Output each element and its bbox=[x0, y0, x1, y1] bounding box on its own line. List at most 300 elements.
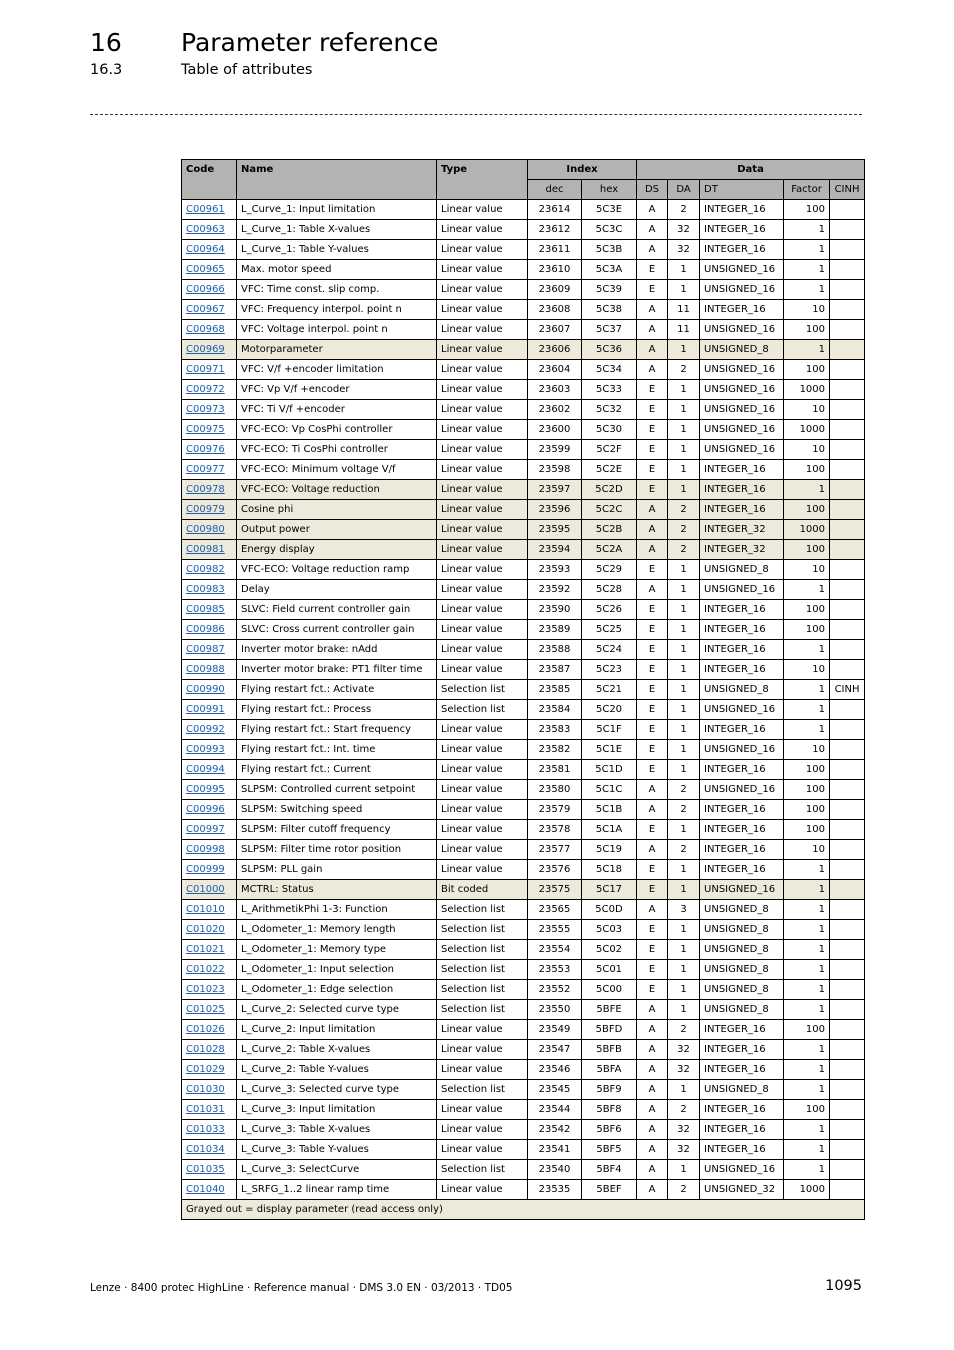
cell-cinh bbox=[830, 920, 865, 940]
cell-hex: 5C19 bbox=[582, 840, 637, 860]
cell-name: Flying restart fct.: Activate bbox=[237, 680, 437, 700]
parameter-code-link[interactable]: C01022 bbox=[186, 964, 225, 975]
cell-da: 32 bbox=[668, 220, 700, 240]
cell-cinh bbox=[830, 420, 865, 440]
parameter-code-link[interactable]: C00986 bbox=[186, 624, 225, 635]
cell-code bbox=[182, 500, 237, 520]
cell-da: 1 bbox=[668, 920, 700, 940]
col-header-index: Index bbox=[528, 160, 637, 180]
table-row bbox=[182, 1060, 865, 1080]
cell-factor: 1 bbox=[784, 1080, 830, 1100]
cell-dec: 23540 bbox=[528, 1160, 582, 1180]
table-row bbox=[182, 960, 865, 980]
cell-name: L_Curve_1: Input limitation bbox=[237, 200, 437, 220]
cell-cinh bbox=[830, 600, 865, 620]
cell-type: Linear value bbox=[437, 1120, 528, 1140]
cell-ds: E bbox=[637, 880, 668, 900]
cell-type: Selection list bbox=[437, 960, 528, 980]
cell-name: VFC-ECO: Minimum voltage V/f bbox=[237, 460, 437, 480]
table-row bbox=[182, 340, 865, 360]
parameter-code-link[interactable]: C01033 bbox=[186, 1124, 225, 1135]
col-header-factor: Factor bbox=[784, 180, 830, 200]
parameter-code-link[interactable]: C01034 bbox=[186, 1144, 225, 1155]
cell-factor: 1 bbox=[784, 940, 830, 960]
cell-da: 1 bbox=[668, 440, 700, 460]
table-row bbox=[182, 680, 865, 700]
col-header-dt: DT bbox=[700, 180, 784, 200]
cell-cinh bbox=[830, 780, 865, 800]
cell-cinh bbox=[830, 300, 865, 320]
cell-cinh bbox=[830, 220, 865, 240]
cell-dec: 23565 bbox=[528, 900, 582, 920]
cell-hex: 5C29 bbox=[582, 560, 637, 580]
cell-name: SLPSM: PLL gain bbox=[237, 860, 437, 880]
cell-ds: E bbox=[637, 760, 668, 780]
cell-type: Linear value bbox=[437, 200, 528, 220]
parameter-code-link[interactable]: C00987 bbox=[186, 644, 225, 655]
cell-hex: 5C32 bbox=[582, 400, 637, 420]
cell-factor: 100 bbox=[784, 600, 830, 620]
cell-hex: 5C33 bbox=[582, 380, 637, 400]
cell-hex: 5C1E bbox=[582, 740, 637, 760]
cell-dt: UNSIGNED_16 bbox=[700, 580, 784, 600]
parameter-code-link[interactable]: C01026 bbox=[186, 1024, 225, 1035]
cell-type: Selection list bbox=[437, 940, 528, 960]
cell-hex: 5BF8 bbox=[582, 1100, 637, 1120]
cell-hex: 5C30 bbox=[582, 420, 637, 440]
col-header-data: Data bbox=[637, 160, 865, 180]
cell-name: Output power bbox=[237, 520, 437, 540]
cell-name: VFC: V/f +encoder limitation bbox=[237, 360, 437, 380]
header-dashed-rule bbox=[90, 114, 862, 115]
cell-code bbox=[182, 660, 237, 680]
cell-code bbox=[182, 760, 237, 780]
parameter-code-link[interactable]: C01010 bbox=[186, 904, 225, 915]
cell-ds: A bbox=[637, 300, 668, 320]
table-row bbox=[182, 420, 865, 440]
cell-hex: 5C36 bbox=[582, 340, 637, 360]
cell-ds: A bbox=[637, 200, 668, 220]
cell-name: L_Curve_2: Input limitation bbox=[237, 1020, 437, 1040]
parameter-code-link[interactable]: C00964 bbox=[186, 244, 225, 255]
cell-cinh bbox=[830, 900, 865, 920]
cell-hex: 5C2F bbox=[582, 440, 637, 460]
cell-name: SLPSM: Filter time rotor position bbox=[237, 840, 437, 860]
cell-cinh bbox=[830, 400, 865, 420]
parameter-code-link[interactable]: C00975 bbox=[186, 424, 225, 435]
cell-dec: 23550 bbox=[528, 1000, 582, 1020]
parameter-code-link[interactable]: C00998 bbox=[186, 844, 225, 855]
cell-ds: A bbox=[637, 1020, 668, 1040]
cell-da: 1 bbox=[668, 560, 700, 580]
cell-cinh bbox=[830, 540, 865, 560]
parameter-code-link[interactable]: C00993 bbox=[186, 744, 225, 755]
cell-name: VFC-ECO: Vp CosPhi controller bbox=[237, 420, 437, 440]
table-row bbox=[182, 1180, 865, 1200]
parameter-code-link[interactable]: C01025 bbox=[186, 1004, 225, 1015]
parameter-code-link[interactable]: C00966 bbox=[186, 284, 225, 295]
cell-hex: 5C2E bbox=[582, 460, 637, 480]
cell-hex: 5C01 bbox=[582, 960, 637, 980]
cell-type: Selection list bbox=[437, 680, 528, 700]
parameter-code-link[interactable]: C01031 bbox=[186, 1104, 225, 1115]
cell-cinh bbox=[830, 560, 865, 580]
cell-type: Linear value bbox=[437, 1060, 528, 1080]
cell-ds: A bbox=[637, 240, 668, 260]
cell-type: Selection list bbox=[437, 920, 528, 940]
cell-da: 1 bbox=[668, 620, 700, 640]
table-row bbox=[182, 440, 865, 460]
cell-dec: 23578 bbox=[528, 820, 582, 840]
cell-ds: E bbox=[637, 860, 668, 880]
cell-hex: 5BF5 bbox=[582, 1140, 637, 1160]
parameter-code-link[interactable]: C00976 bbox=[186, 444, 225, 455]
parameter-code-link[interactable]: C00990 bbox=[186, 684, 225, 695]
cell-cinh bbox=[830, 880, 865, 900]
cell-ds: A bbox=[637, 1100, 668, 1120]
cell-ds: E bbox=[637, 680, 668, 700]
parameter-code-link[interactable]: C00972 bbox=[186, 384, 225, 395]
cell-code bbox=[182, 340, 237, 360]
cell-type: Linear value bbox=[437, 340, 528, 360]
cell-type: Linear value bbox=[437, 600, 528, 620]
cell-dec: 23602 bbox=[528, 400, 582, 420]
cell-code bbox=[182, 200, 237, 220]
cell-da: 1 bbox=[668, 480, 700, 500]
cell-code bbox=[182, 1020, 237, 1040]
cell-ds: A bbox=[637, 520, 668, 540]
table-row bbox=[182, 400, 865, 420]
cell-dt: UNSIGNED_16 bbox=[700, 700, 784, 720]
cell-ds: E bbox=[637, 560, 668, 580]
cell-dt: UNSIGNED_16 bbox=[700, 260, 784, 280]
parameter-code-link[interactable]: C00980 bbox=[186, 524, 225, 535]
cell-hex: 5C39 bbox=[582, 280, 637, 300]
cell-da: 1 bbox=[668, 820, 700, 840]
cell-code bbox=[182, 440, 237, 460]
cell-factor: 10 bbox=[784, 300, 830, 320]
cell-da: 1 bbox=[668, 960, 700, 980]
table-row bbox=[182, 920, 865, 940]
cell-dec: 23593 bbox=[528, 560, 582, 580]
table-row bbox=[182, 260, 865, 280]
cell-hex: 5C00 bbox=[582, 980, 637, 1000]
cell-dec: 23598 bbox=[528, 460, 582, 480]
table-row bbox=[182, 600, 865, 620]
parameter-code-link[interactable]: C00992 bbox=[186, 724, 225, 735]
parameter-code-link[interactable]: C01028 bbox=[186, 1044, 225, 1055]
cell-code bbox=[182, 320, 237, 340]
cell-hex: 5C26 bbox=[582, 600, 637, 620]
cell-ds: A bbox=[637, 1140, 668, 1160]
cell-dt: INTEGER_16 bbox=[700, 840, 784, 860]
cell-name: L_Curve_2: Table X-values bbox=[237, 1040, 437, 1060]
cell-factor: 1 bbox=[784, 980, 830, 1000]
parameter-code-link[interactable]: C01035 bbox=[186, 1164, 225, 1175]
cell-ds: E bbox=[637, 380, 668, 400]
cell-cinh bbox=[830, 700, 865, 720]
cell-hex: 5C25 bbox=[582, 620, 637, 640]
cell-da: 32 bbox=[668, 1060, 700, 1080]
cell-type: Linear value bbox=[437, 800, 528, 820]
table-row bbox=[182, 500, 865, 520]
table-row bbox=[182, 220, 865, 240]
cell-factor: 100 bbox=[784, 360, 830, 380]
cell-factor: 100 bbox=[784, 820, 830, 840]
cell-hex: 5C28 bbox=[582, 580, 637, 600]
chapter-number: 16 bbox=[90, 28, 122, 57]
cell-cinh bbox=[830, 1000, 865, 1020]
cell-factor: 10 bbox=[784, 840, 830, 860]
cell-dt: INTEGER_16 bbox=[700, 460, 784, 480]
parameter-code-link[interactable]: C00967 bbox=[186, 304, 225, 315]
table-row bbox=[182, 300, 865, 320]
cell-dec: 23577 bbox=[528, 840, 582, 860]
table-row bbox=[182, 740, 865, 760]
cell-factor: 1 bbox=[784, 340, 830, 360]
cell-name: VFC: Time const. slip comp. bbox=[237, 280, 437, 300]
parameter-code-link[interactable]: C00997 bbox=[186, 824, 225, 835]
cell-hex: 5C3B bbox=[582, 240, 637, 260]
parameter-code-link[interactable]: C00982 bbox=[186, 564, 225, 575]
cell-dt: UNSIGNED_8 bbox=[700, 980, 784, 1000]
cell-factor: 100 bbox=[784, 780, 830, 800]
cell-cinh bbox=[830, 1120, 865, 1140]
cell-da: 1 bbox=[668, 680, 700, 700]
cell-code bbox=[182, 920, 237, 940]
cell-type: Linear value bbox=[437, 440, 528, 460]
table-row bbox=[182, 940, 865, 960]
table-row bbox=[182, 840, 865, 860]
cell-dec: 23587 bbox=[528, 660, 582, 680]
parameter-code-link[interactable]: C00985 bbox=[186, 604, 225, 615]
cell-hex: 5BF9 bbox=[582, 1080, 637, 1100]
cell-cinh bbox=[830, 460, 865, 480]
cell-dec: 23584 bbox=[528, 700, 582, 720]
cell-code bbox=[182, 1080, 237, 1100]
cell-code bbox=[182, 1060, 237, 1080]
cell-code bbox=[182, 620, 237, 640]
table-row bbox=[182, 580, 865, 600]
cell-dec: 23597 bbox=[528, 480, 582, 500]
table-body bbox=[182, 200, 865, 1200]
cell-ds: A bbox=[637, 1060, 668, 1080]
cell-dec: 23579 bbox=[528, 800, 582, 820]
cell-dec: 23614 bbox=[528, 200, 582, 220]
cell-factor: 100 bbox=[784, 760, 830, 780]
col-header-da: DA bbox=[668, 180, 700, 200]
cell-dt: UNSIGNED_8 bbox=[700, 560, 784, 580]
cell-ds: A bbox=[637, 500, 668, 520]
cell-hex: 5C2B bbox=[582, 520, 637, 540]
cell-cinh bbox=[830, 1060, 865, 1080]
cell-type: Linear value bbox=[437, 1040, 528, 1060]
cell-name: Energy display bbox=[237, 540, 437, 560]
table-row bbox=[182, 860, 865, 880]
cell-type: Linear value bbox=[437, 420, 528, 440]
col-header-ds: DS bbox=[637, 180, 668, 200]
parameter-code-link[interactable]: C00991 bbox=[186, 704, 225, 715]
cell-factor: 10 bbox=[784, 400, 830, 420]
cell-ds: E bbox=[637, 660, 668, 680]
cell-dt: INTEGER_32 bbox=[700, 540, 784, 560]
cell-code bbox=[182, 580, 237, 600]
cell-ds: E bbox=[637, 600, 668, 620]
cell-dec: 23608 bbox=[528, 300, 582, 320]
cell-dt: UNSIGNED_16 bbox=[700, 780, 784, 800]
cell-dec: 23594 bbox=[528, 540, 582, 560]
cell-factor: 100 bbox=[784, 800, 830, 820]
parameter-code-link[interactable]: C00961 bbox=[186, 204, 225, 215]
cell-dec: 23599 bbox=[528, 440, 582, 460]
cell-factor: 1000 bbox=[784, 520, 830, 540]
cell-code bbox=[182, 360, 237, 380]
cell-dt: INTEGER_16 bbox=[700, 660, 784, 680]
parameter-code-link[interactable]: C00983 bbox=[186, 584, 225, 595]
parameter-code-link[interactable]: C00968 bbox=[186, 324, 225, 335]
cell-hex: 5BF6 bbox=[582, 1120, 637, 1140]
cell-hex: 5C1A bbox=[582, 820, 637, 840]
cell-type: Linear value bbox=[437, 500, 528, 520]
cell-ds: A bbox=[637, 840, 668, 860]
cell-name: L_Odometer_1: Memory length bbox=[237, 920, 437, 940]
parameter-code-link[interactable]: C01021 bbox=[186, 944, 225, 955]
cell-name: L_Curve_2: Selected curve type bbox=[237, 1000, 437, 1020]
cell-type: Linear value bbox=[437, 460, 528, 480]
cell-factor: 100 bbox=[784, 500, 830, 520]
cell-ds: E bbox=[637, 280, 668, 300]
cell-da: 2 bbox=[668, 520, 700, 540]
cell-code bbox=[182, 1180, 237, 1200]
cell-dt: UNSIGNED_8 bbox=[700, 1000, 784, 1020]
cell-cinh bbox=[830, 380, 865, 400]
table-row bbox=[182, 900, 865, 920]
cell-name: L_Curve_1: Table Y-values bbox=[237, 240, 437, 260]
cell-da: 1 bbox=[668, 880, 700, 900]
parameter-code-link[interactable]: C01030 bbox=[186, 1084, 225, 1095]
cell-code bbox=[182, 980, 237, 1000]
parameter-code-link[interactable]: C01023 bbox=[186, 984, 225, 995]
cell-factor: 1 bbox=[784, 960, 830, 980]
parameter-code-link[interactable]: C00981 bbox=[186, 544, 225, 555]
cell-type: Linear value bbox=[437, 560, 528, 580]
table-row bbox=[182, 360, 865, 380]
cell-code bbox=[182, 1160, 237, 1180]
cell-da: 1 bbox=[668, 580, 700, 600]
cell-factor: 1 bbox=[784, 580, 830, 600]
cell-type: Linear value bbox=[437, 1020, 528, 1040]
cell-hex: 5C0D bbox=[582, 900, 637, 920]
cell-dt: UNSIGNED_8 bbox=[700, 900, 784, 920]
cell-factor: 1 bbox=[784, 480, 830, 500]
cell-dt: INTEGER_16 bbox=[700, 500, 784, 520]
cell-cinh bbox=[830, 240, 865, 260]
cell-dec: 23604 bbox=[528, 360, 582, 380]
cell-dt: UNSIGNED_8 bbox=[700, 1080, 784, 1100]
table-row bbox=[182, 280, 865, 300]
table-row bbox=[182, 240, 865, 260]
cell-hex: 5C03 bbox=[582, 920, 637, 940]
cell-hex: 5C2D bbox=[582, 480, 637, 500]
cell-hex: 5C21 bbox=[582, 680, 637, 700]
cell-hex: 5C38 bbox=[582, 300, 637, 320]
parameter-code-link[interactable]: C01040 bbox=[186, 1184, 225, 1195]
parameter-code-link[interactable]: C00995 bbox=[186, 784, 225, 795]
cell-ds: A bbox=[637, 900, 668, 920]
cell-name: VFC: Vp V/f +encoder bbox=[237, 380, 437, 400]
cell-ds: E bbox=[637, 740, 668, 760]
parameter-code-link[interactable]: C01029 bbox=[186, 1064, 225, 1075]
table-row bbox=[182, 480, 865, 500]
cell-ds: A bbox=[637, 800, 668, 820]
table-row bbox=[182, 1120, 865, 1140]
cell-factor: 100 bbox=[784, 320, 830, 340]
cell-code bbox=[182, 940, 237, 960]
cell-name: SLPSM: Switching speed bbox=[237, 800, 437, 820]
cell-dec: 23575 bbox=[528, 880, 582, 900]
cell-type: Bit coded bbox=[437, 880, 528, 900]
table-row bbox=[182, 1020, 865, 1040]
parameter-code-link[interactable]: C01020 bbox=[186, 924, 225, 935]
cell-name: Delay bbox=[237, 580, 437, 600]
cell-factor: 1 bbox=[784, 860, 830, 880]
table-row bbox=[182, 1160, 865, 1180]
cell-dec: 23555 bbox=[528, 920, 582, 940]
cell-dec: 23554 bbox=[528, 940, 582, 960]
cell-code bbox=[182, 700, 237, 720]
parameter-code-link[interactable]: C01000 bbox=[186, 884, 225, 895]
parameter-code-link[interactable]: C00999 bbox=[186, 864, 225, 875]
parameter-code-link[interactable]: C00994 bbox=[186, 764, 225, 775]
cell-dt: INTEGER_16 bbox=[700, 600, 784, 620]
cell-code bbox=[182, 840, 237, 860]
cell-name: L_Curve_1: Table X-values bbox=[237, 220, 437, 240]
parameter-code-link[interactable]: C00971 bbox=[186, 364, 225, 375]
cell-type: Linear value bbox=[437, 620, 528, 640]
parameter-code-link[interactable]: C00978 bbox=[186, 484, 225, 495]
parameter-code-link[interactable]: C00977 bbox=[186, 464, 225, 475]
cell-type: Linear value bbox=[437, 860, 528, 880]
cell-cinh bbox=[830, 800, 865, 820]
cell-name: VFC: Frequency interpol. point n bbox=[237, 300, 437, 320]
cell-dt: UNSIGNED_16 bbox=[700, 440, 784, 460]
cell-name: Flying restart fct.: Process bbox=[237, 700, 437, 720]
cell-factor: 1 bbox=[784, 1040, 830, 1060]
cell-code bbox=[182, 800, 237, 820]
cell-da: 2 bbox=[668, 360, 700, 380]
cell-dt: UNSIGNED_8 bbox=[700, 920, 784, 940]
parameter-code-link[interactable]: C00979 bbox=[186, 504, 225, 515]
cell-type: Linear value bbox=[437, 580, 528, 600]
cell-type: Linear value bbox=[437, 380, 528, 400]
cell-dt: INTEGER_16 bbox=[700, 480, 784, 500]
parameter-code-link[interactable]: C00988 bbox=[186, 664, 225, 675]
parameter-code-link[interactable]: C00973 bbox=[186, 404, 225, 415]
cell-name: VFC-ECO: Voltage reduction bbox=[237, 480, 437, 500]
cell-dt: INTEGER_16 bbox=[700, 1040, 784, 1060]
cell-code bbox=[182, 240, 237, 260]
cell-cinh bbox=[830, 1100, 865, 1120]
cell-dec: 23585 bbox=[528, 680, 582, 700]
cell-dec: 23606 bbox=[528, 340, 582, 360]
cell-da: 32 bbox=[668, 240, 700, 260]
parameter-code-link[interactable]: C00965 bbox=[186, 264, 225, 275]
parameter-code-link[interactable]: C00969 bbox=[186, 344, 225, 355]
parameter-code-link[interactable]: C00963 bbox=[186, 224, 225, 235]
cell-cinh bbox=[830, 940, 865, 960]
parameter-code-link[interactable]: C00996 bbox=[186, 804, 225, 815]
cell-name: L_Curve_2: Table Y-values bbox=[237, 1060, 437, 1080]
